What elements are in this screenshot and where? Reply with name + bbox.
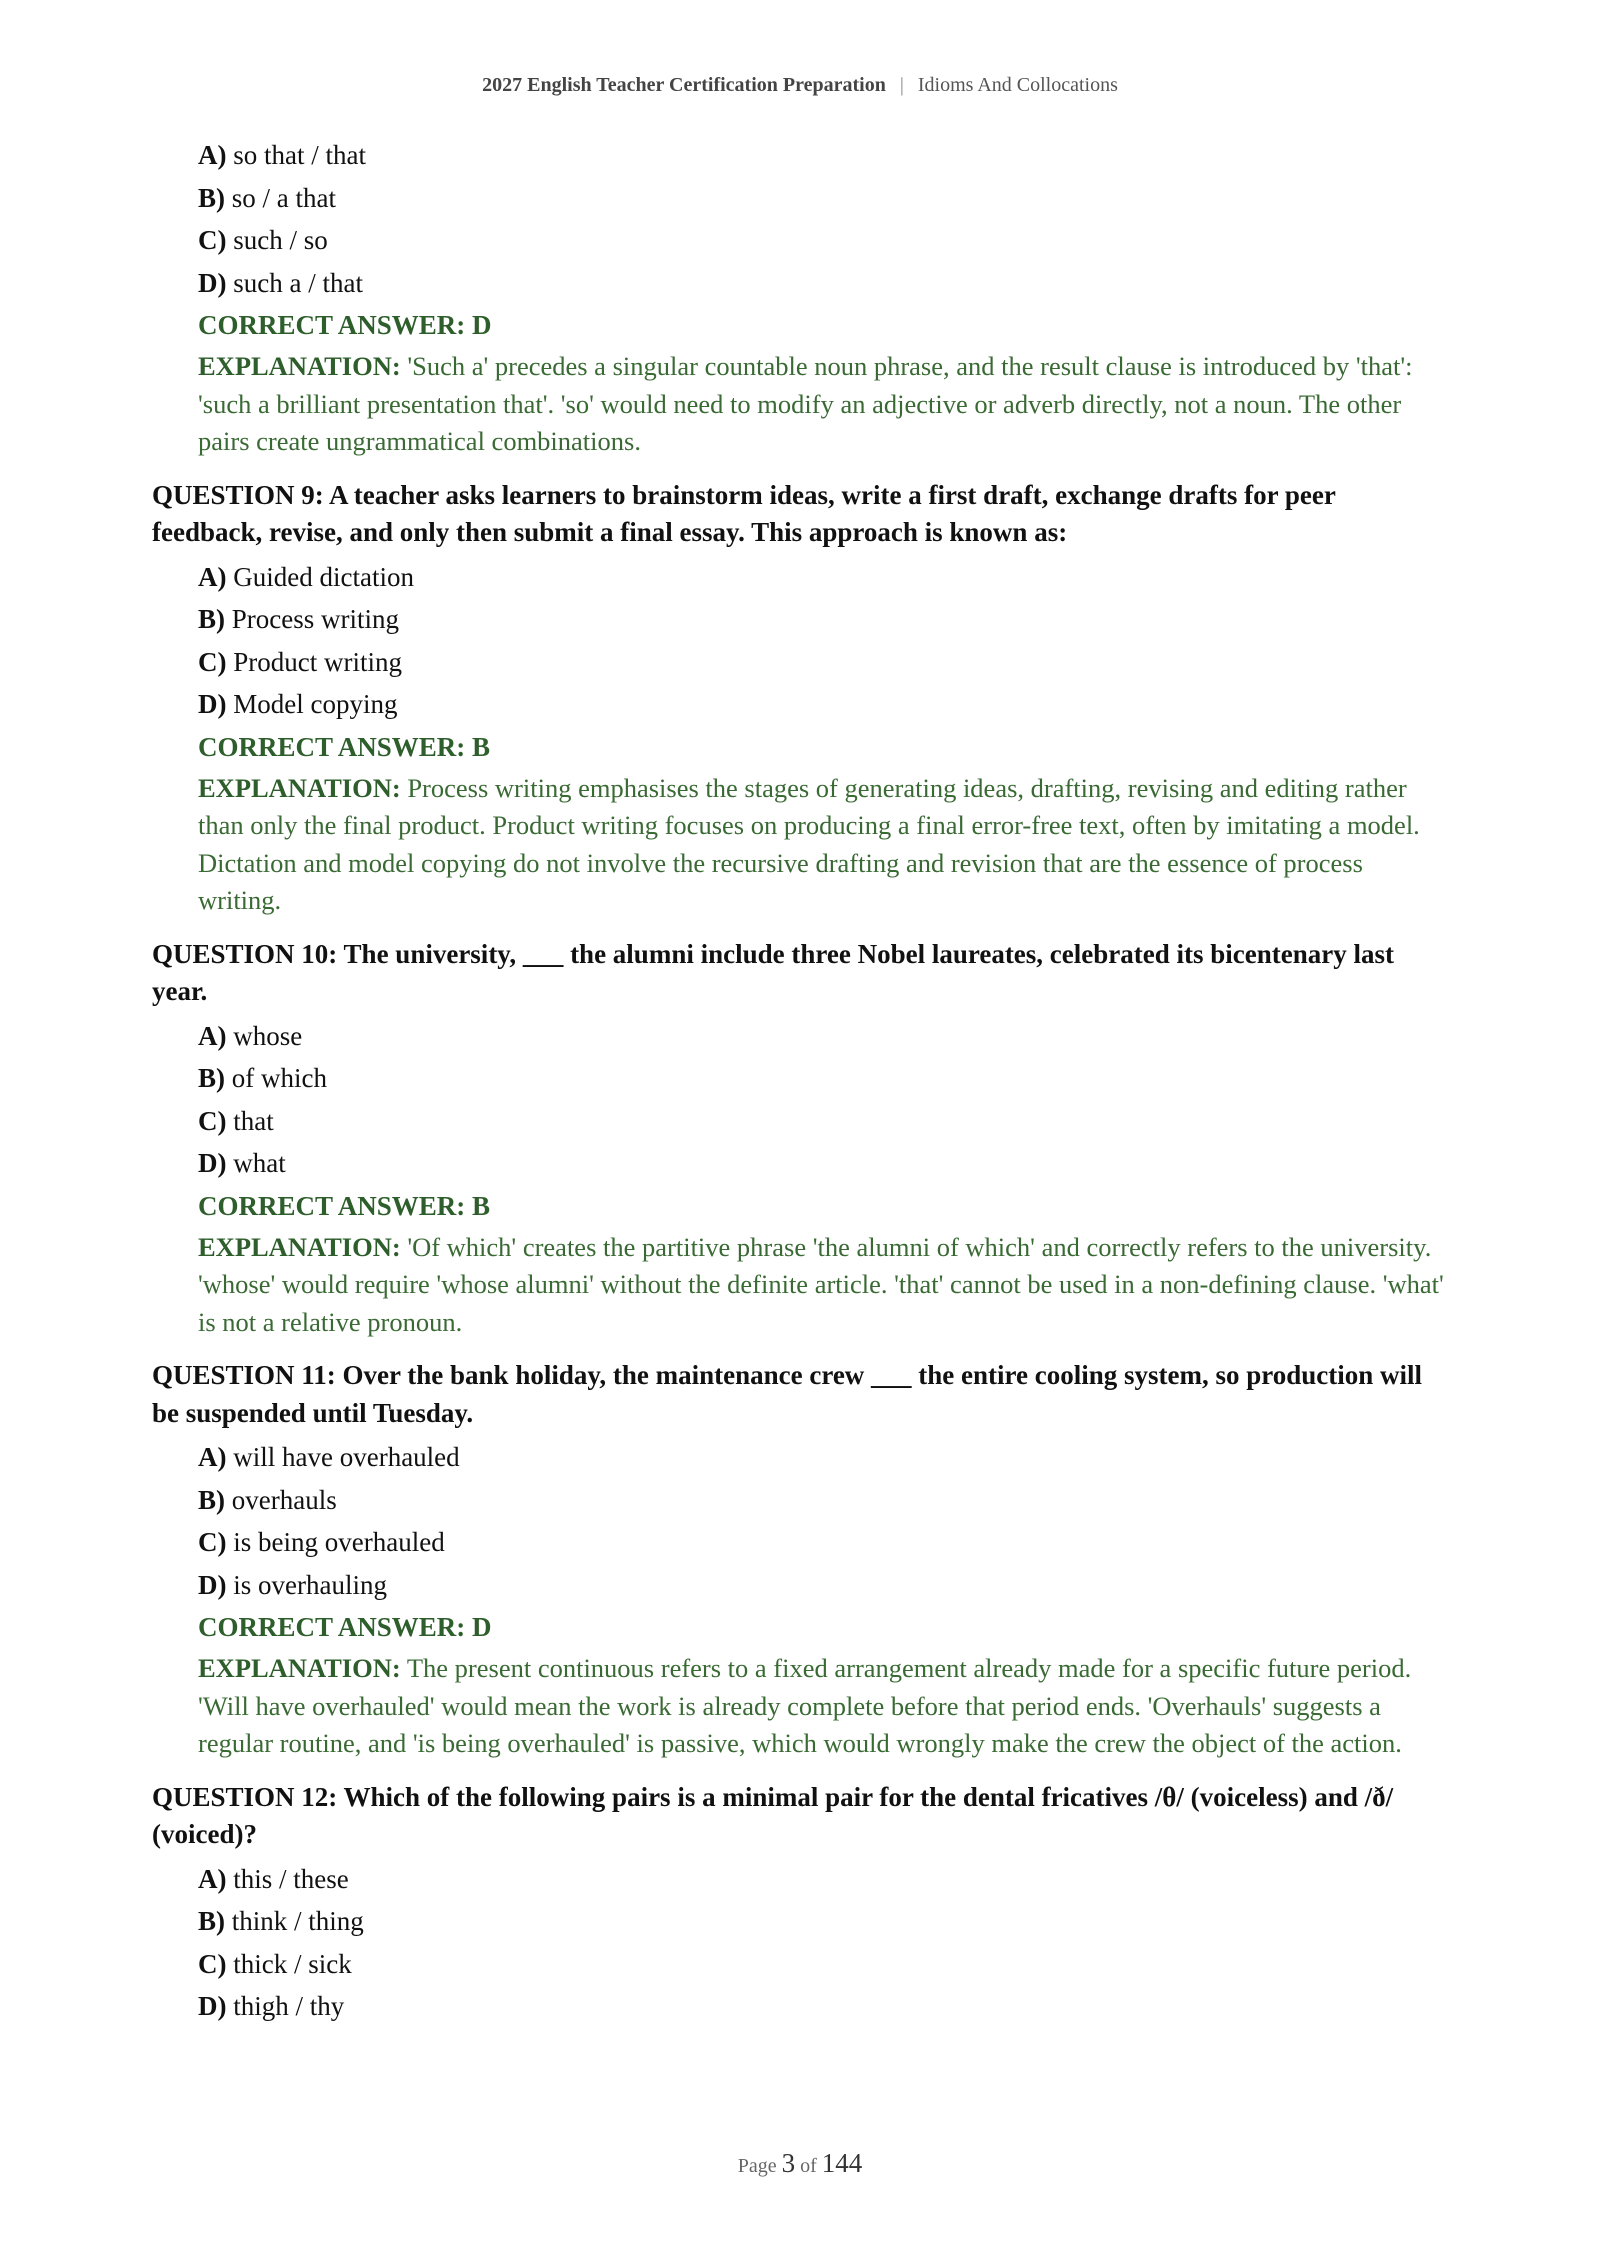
- footer-page-label: Page: [737, 2155, 777, 2177]
- question-title: QUESTION 9: A teacher asks learners to brainstorm ideas, write a first draft, exchange drafts for peer feedback, revise, and only then submit a final essay. This approach is known as:: [152, 479, 1336, 547]
- question-block-10: [152, 936, 1448, 1342]
- option-a: A) will have overhauled: [198, 1442, 460, 1472]
- option-d: D) Model copying: [198, 689, 398, 719]
- correct-answer: CORRECT ANSWER: B: [198, 731, 491, 762]
- page-content: [152, 134, 1448, 2028]
- option-c: C) such / so: [198, 225, 328, 255]
- option-a: A) so that / that: [198, 140, 366, 170]
- page-footer: [0, 2148, 1600, 2179]
- footer-total-pages: 144: [821, 2148, 863, 2178]
- option-d: D) such a / that: [198, 267, 363, 298]
- question-block-12: [152, 1779, 1448, 2028]
- correct-answer: CORRECT ANSWER: D: [198, 1612, 492, 1642]
- header-separator: |: [899, 74, 904, 96]
- page-header: [0, 74, 1600, 97]
- option-c: C) thick / sick: [198, 1948, 352, 1979]
- question-block-9: [152, 477, 1448, 920]
- option-a: A) this / these: [198, 1863, 349, 1894]
- option-c: C) Product writing: [198, 646, 402, 677]
- option-d: D) is overhauling: [198, 1569, 387, 1600]
- option-a: A) whose: [198, 1020, 303, 1051]
- option-a: A) Guided dictation: [198, 561, 414, 592]
- option-b: B) so / a that: [198, 182, 336, 213]
- footer-of-label: of: [800, 2155, 817, 2177]
- question-title: QUESTION 10: The university, ___ the alumni include three Nobel laureates, celebrated its bicentenary last year.: [152, 938, 1394, 1006]
- question-block-11: [152, 1357, 1448, 1763]
- option-b: B) overhauls: [198, 1484, 337, 1515]
- explanation: EXPLANATION: Process writing emphasises the stages of generating ideas, drafting, revising and editing rather than only the final product. Product writing focuses on producing a final error-free text, often by imitating a model. Dictation and model copying do not involve the recursive drafting and revision that are the essence of process writing.: [198, 772, 1420, 915]
- option-b: B) of which: [198, 1063, 327, 1093]
- option-d: D) what: [198, 1148, 286, 1178]
- correct-answer: CORRECT ANSWER: D: [198, 310, 492, 340]
- option-c: C) is being overhauled: [198, 1527, 445, 1557]
- option-c: C) that: [198, 1105, 274, 1136]
- explanation: EXPLANATION: 'Such a' precedes a singular countable noun phrase, and the result clause is introduced by 'that': 'such a brilliant presentation that'. 'so' would need to modify an adjective or adverb directly, not a noun. The other pairs create ungrammatical combinations.: [198, 351, 1413, 456]
- prev-question-block: [152, 134, 1448, 461]
- header-section: Idioms And Collocations: [917, 74, 1118, 96]
- explanation: EXPLANATION: The present continuous refers to a fixed arrangement already made for a specific future period. 'Will have overhauled' would mean the work is already complete before that period ends. 'Overhauls' suggests a regular routine, and 'is being overhauled' is passive, which would wrongly make the crew the object of the action.: [198, 1653, 1412, 1758]
- option-d: D) thigh / thy: [198, 1991, 345, 2021]
- question-title: QUESTION 11: Over the bank holiday, the maintenance crew ___ the entire cooling system, so production will be suspended until Tuesday.: [152, 1360, 1423, 1428]
- footer-page-number: 3: [781, 2148, 796, 2178]
- option-b: B) think / thing: [198, 1906, 364, 1936]
- question-title: QUESTION 12: Which of the following pairs is a minimal pair for the dental fricatives /θ/ (voiceless) and /ð/ (voiced)?: [152, 1781, 1394, 1849]
- option-b: B) Process writing: [198, 604, 399, 634]
- header-title: 2027 English Teacher Certification Preparation: [482, 74, 886, 96]
- correct-answer: CORRECT ANSWER: B: [198, 1190, 491, 1221]
- explanation: EXPLANATION: 'Of which' creates the partitive phrase 'the alumni of which' and correctly refers to the university. 'whose' would require 'whose alumni' without the definite article. 'that' cannot be used in a non-defining clause. 'what' is not a relative pronoun.: [198, 1231, 1444, 1337]
